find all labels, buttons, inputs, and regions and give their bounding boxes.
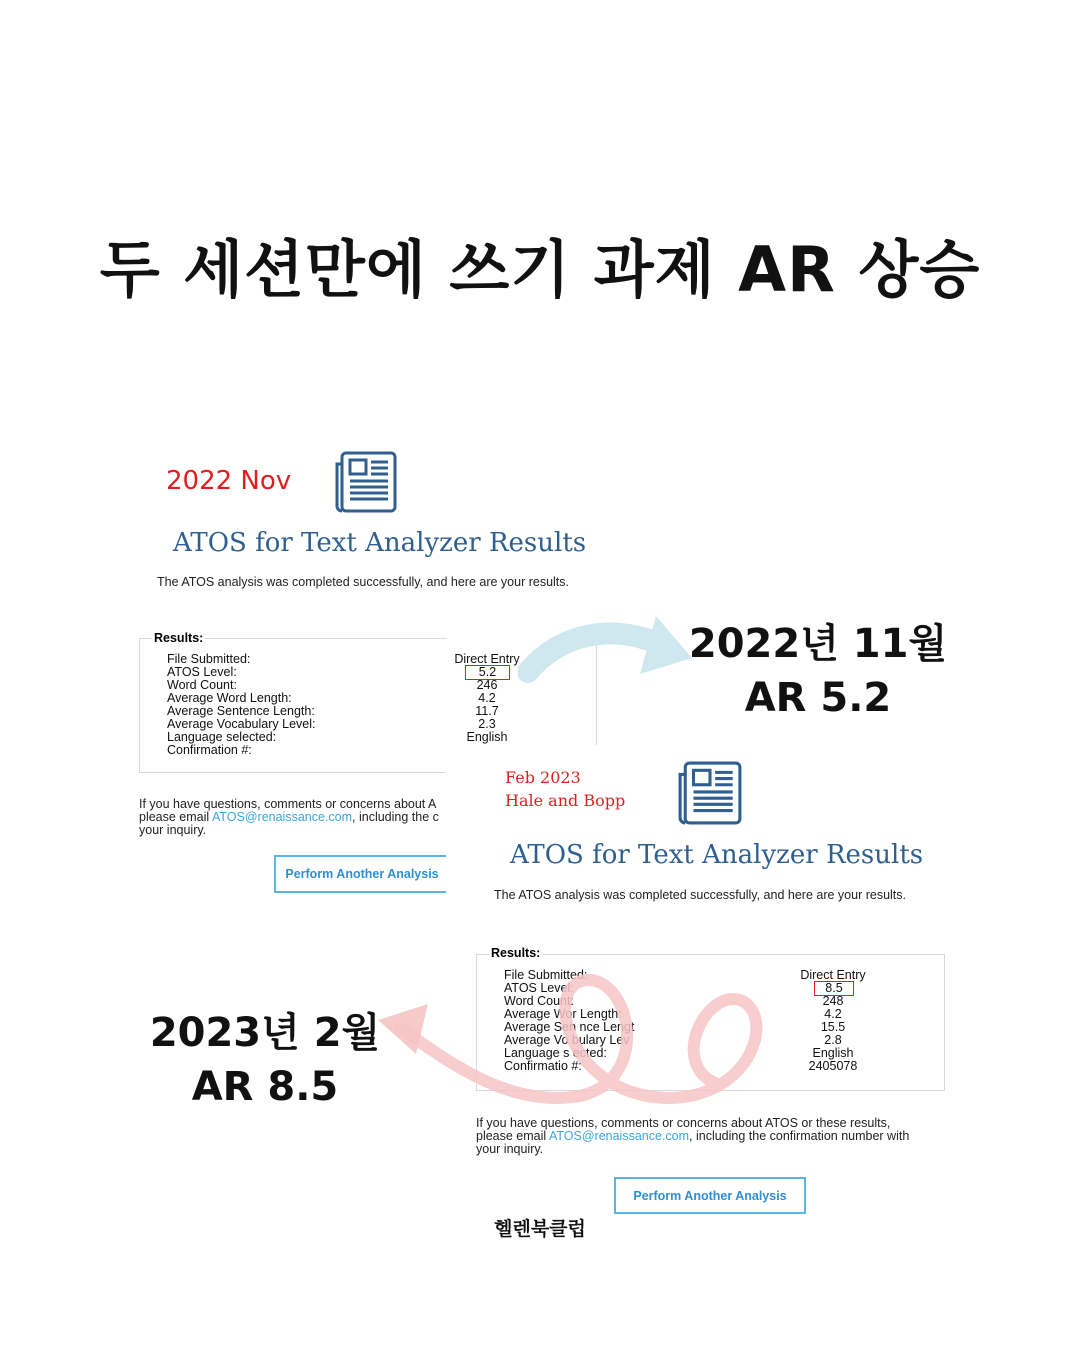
annotation-2022: 2022년 11월 AR 5.2 (688, 621, 948, 721)
arrow-right-icon (518, 610, 698, 690)
table-row: Word Count: 248 (504, 994, 844, 1008)
table-row: Average Word Length: 4.2 (167, 691, 496, 705)
newspaper-icon (334, 450, 398, 514)
card1-title: ATOS for Text Analyzer Results (173, 528, 587, 558)
table-row: Average Sen nce Lengt 15.5 (504, 1020, 846, 1034)
table-row: File Submitted: Direct Entry (167, 652, 520, 666)
email-link[interactable]: ATOS@renaissance.com (211, 810, 353, 824)
table-row: Average Vo bulary Lev 2.8 (504, 1033, 842, 1047)
card2-subtitle: The ATOS analysis was completed successfully, and here are your results. (494, 888, 906, 902)
table-row: Confirmatio #: 2405078 (504, 1059, 858, 1073)
newspaper-icon (677, 760, 743, 826)
card1-subtitle: The ATOS analysis was completed successfully, and here are your results. (157, 575, 569, 589)
table-row: Word Count: 246 (167, 678, 498, 692)
atos-level-highlight: 8.5 (815, 982, 853, 995)
table-row: Average Vocabulary Level: 2.3 (167, 717, 496, 731)
footer-brand: 헬렌북클럽 (494, 1218, 586, 1240)
card1-results-heading: Results: (154, 631, 204, 645)
card2-title: ATOS for Text Analyzer Results (510, 840, 924, 870)
table-row: Language selected: English (167, 730, 508, 744)
annotation-2023: 2023년 2월 AR 8.5 (149, 1010, 381, 1110)
loop-arrow-icon (370, 968, 790, 1123)
card2-results-heading: Results: (491, 946, 541, 960)
table-row: File Submitted: Direct Entry (504, 968, 866, 982)
table-row: Average Sentence Length: 11.7 (167, 704, 499, 718)
card1-date-label: 2022 Nov (166, 466, 292, 496)
headline: 두 세션만에 쓰기 과제 AR 상승 (99, 233, 981, 306)
card1-inquiry: If you have questions, comments or concerns about A please email ATOS@renaissance.com, including the c your inquiry. (139, 797, 439, 837)
perform-another-analysis-button[interactable]: Perform Another Analysis (614, 1177, 806, 1214)
table-row: Confirmation #: (167, 743, 252, 757)
atos-level-highlight: 5.2 (466, 666, 509, 679)
card2-date-label: Feb 2023 Hale and Bopp (505, 768, 626, 810)
perform-another-analysis-button[interactable]: Perform Another Analysis (274, 855, 448, 893)
table-row: ATOS Level: 5.2 (167, 666, 567, 679)
table-row: Language s ected: English (504, 1046, 854, 1060)
email-link[interactable]: ATOS@renaissance.com (548, 1129, 690, 1143)
table-row: ATOS Level: 8.5 (504, 982, 924, 995)
card1-results-list (167, 653, 567, 757)
table-row: Average Wor Length: 4.2 (504, 1007, 842, 1021)
card2-inquiry: If you have questions, comments or concerns about ATOS or these results, please email ATOS@renaissance.com, including the confirmation number with your inquiry. (476, 1116, 910, 1156)
